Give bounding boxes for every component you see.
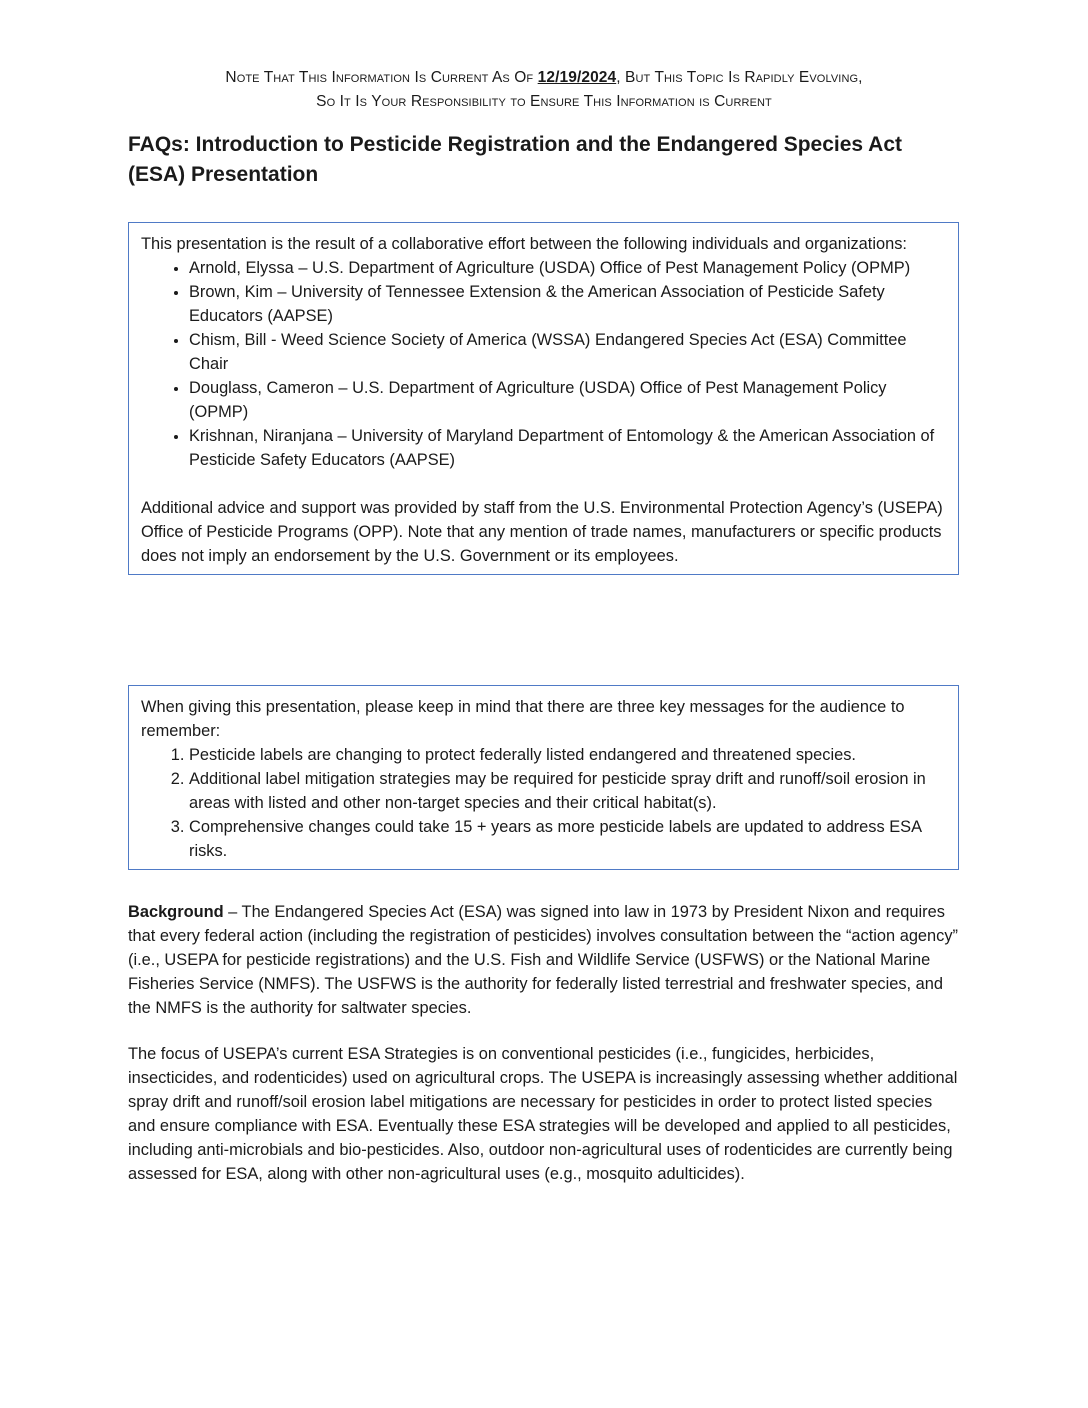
contributors-intro: This presentation is the result of a collaborative effort between the following individuals and organizations: — [141, 235, 907, 253]
contributor-item: • Brown, Kim – University of Tennessee Extension & the American Association of Pesticide Safety Educators (AAPSE) — [189, 280, 946, 328]
notice-line-2: So It Is Your Responsibility to Ensure This Information is Current — [316, 93, 772, 110]
currency-notice — [128, 66, 960, 114]
key-message-item: 1. Pesticide labels are changing to protect federally listed endangered and threatened species. — [189, 743, 946, 767]
key-message-item: 2. Additional label mitigation strategies may be required for pesticide spray drift and runoff/soil erosion in areas with listed and other non-target species and their critical habitat(s). — [189, 767, 946, 815]
key-message-item: 3. Comprehensive changes could take 15 + years as more pesticide labels are updated to address ESA risks. — [189, 815, 946, 863]
contributor-item: • Arnold, Elyssa – U.S. Department of Agriculture (USDA) Office of Pest Management Policy (OPMP) — [189, 256, 946, 280]
background-text: – The Endangered Species Act (ESA) was signed into law in 1973 by President Nixon and requires that every federal action (including the registration of pesticides) involves consultation between the “action agency” (i.e., USEPA for pesticide registrations) and the U.S. Fish and Wildlife Service (USFWS) or the National Marine Fisheries Service (NMFS). The USFWS is the authority for federally listed terrestrial and freshwater species, and the NMFS is the authority for saltwater species. — [128, 903, 959, 1017]
document-title: FAQs: Introduction to Pesticide Registration and the Endangered Species Act (ESA) Presentation — [128, 133, 903, 186]
contributors-list — [141, 256, 946, 472]
focus-paragraph: The focus of USEPA’s current ESA Strategies is on conventional pesticides (i.e., fungicides, herbicides, insecticides, and rodenticides) used on agricultural crops. The USEPA is increasingly assessing whether additional spray drift and runoff/soil erosion label mitigations are necessary for pesticides in order to protect listed species and ensure compliance with ESA. Eventually these ESA strategies will be developed and applied to all pesticides, including anti-microbials and bio-pesticides. Also, outdoor non-agricultural uses of rodenticides are currently being assessed for ESA, along with other non-agricultural uses (e.g., mosquito adulticides). — [128, 1045, 958, 1183]
notice-line-1-end: , But This Topic Is Rapidly Evolving, — [616, 69, 863, 86]
notice-date: 12/19/2024 — [537, 69, 617, 86]
notice-line-1 — [128, 66, 960, 90]
key-messages-box — [128, 685, 959, 870]
contributors-box — [128, 222, 959, 575]
contributor-item: • Douglass, Cameron – U.S. Department of Agriculture (USDA) Office of Pest Management Policy (OPMP) — [189, 376, 946, 424]
notice-line-1-start: Note That This Information Is Current As Of — [225, 69, 538, 86]
contributors-closing: Additional advice and support was provided by staff from the U.S. Environmental Protection Agency’s (USEPA) Office of Pesticide Programs (OPP). Note that any mention of trade names, manufacturers or specific products does not imply an endorsement by the U.S. Government or its employees. — [141, 499, 943, 565]
key-messages-intro: When giving this presentation, please keep in mind that there are three key messages for the audience to remember: — [141, 698, 905, 740]
background-paragraph — [128, 900, 960, 1020]
contributor-item: • Krishnan, Niranjana – University of Maryland Department of Entomology & the American Association of Pesticide Safety Educators (AAPSE) — [189, 424, 946, 472]
key-messages-list — [141, 743, 946, 863]
contributor-item: • Chism, Bill - Weed Science Society of America (WSSA) Endangered Species Act (ESA) Committee Chair — [189, 328, 946, 376]
background-lead: Background — [128, 903, 224, 921]
